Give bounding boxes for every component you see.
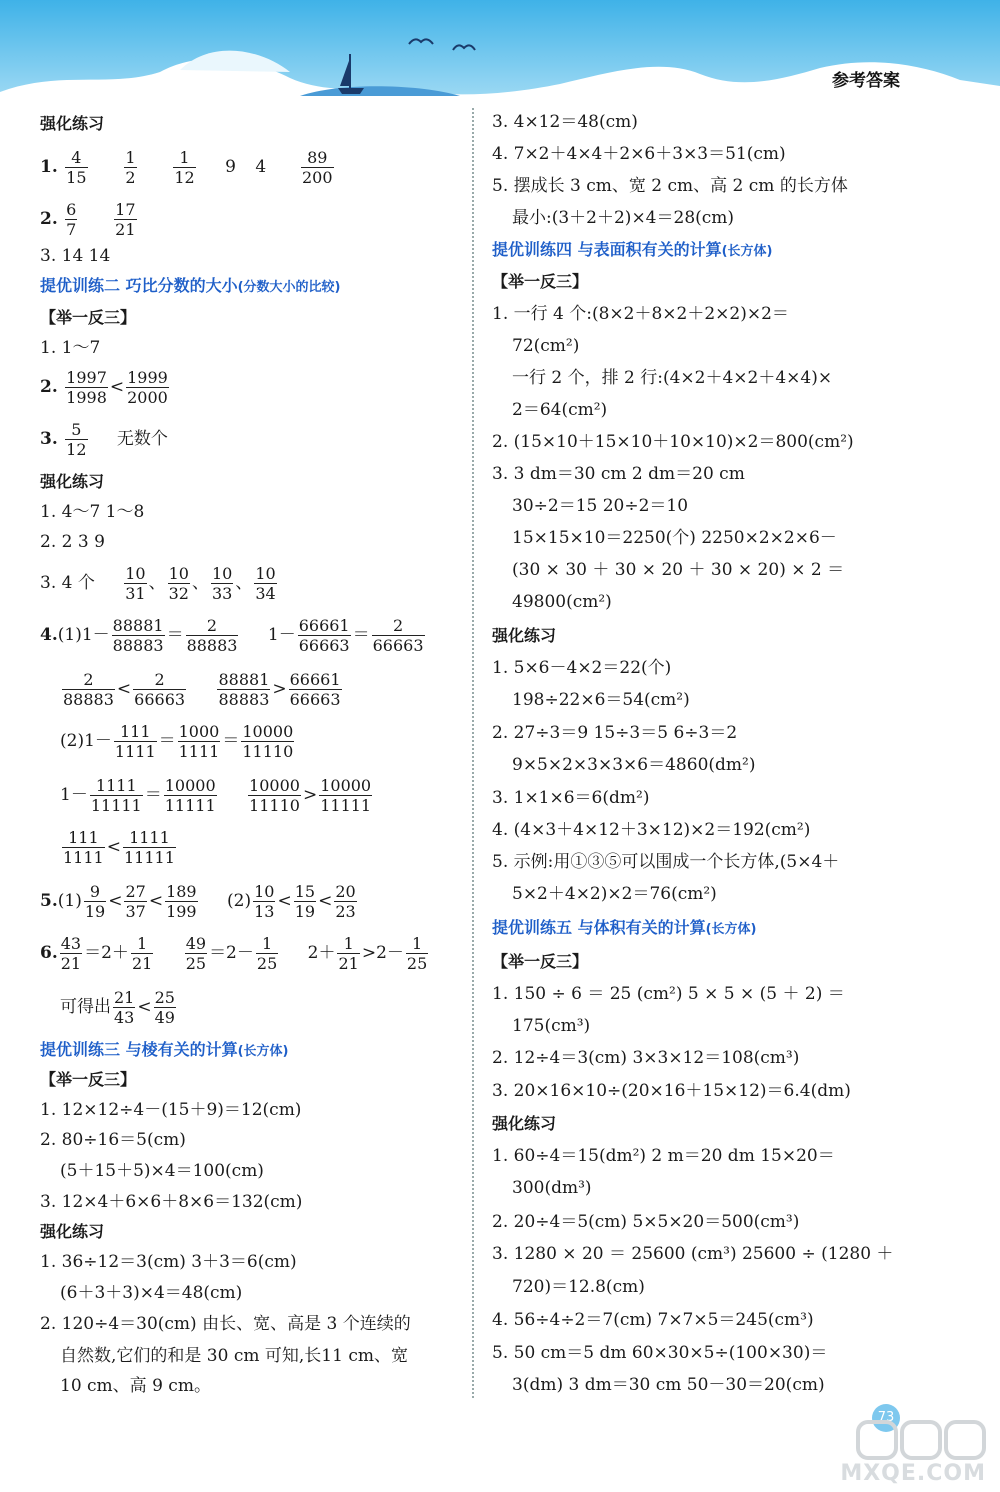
answer-line: 2. 12÷4＝3(cm) 3×3×12＝108(cm³) <box>492 1048 800 1068</box>
answer-line: 3(dm) 3 dm＝30 cm 50－30＝20(cm) <box>512 1375 825 1395</box>
fraction: $\frac{1}{12}$ <box>174 148 195 187</box>
answer-line: 2. 120÷4＝30(cm) 由长、宽、高是 3 个连续的 <box>40 1314 411 1334</box>
answer-line: 2. 27÷3＝9 15÷3＝5 6÷3＝2 <box>492 723 738 743</box>
answer-line: 自然数,它们的和是 30 cm 可知,长11 cm、宽 <box>60 1346 408 1366</box>
page-number: 73 <box>877 1410 895 1425</box>
answer-line: 2. $\frac{1997}{1998}$ < $\frac{1999}{2000}$ <box>40 368 168 407</box>
answer-line: 1－ $\frac{1111}{11111}$ ＝ $\frac{10000}{11111}$ $\frac{10000}{11110}$ > $\frac{10000}{11111}$ <box>60 776 372 815</box>
bird-icon <box>408 36 434 46</box>
answer-line: 5. 50 cm＝5 dm 60×30×5÷(100×30)＝ <box>492 1343 828 1363</box>
section-heading: 提优训练五 与体积有关的计算(长方体) <box>492 918 757 937</box>
answer-line: 1. 36÷12＝3(cm) 3＋3＝6(cm) <box>40 1252 297 1272</box>
subsection-heading: 【举一反三】 <box>492 952 589 971</box>
answer-line: 4. (4×3＋4×12＋3×12)×2＝192(cm²) <box>492 820 811 840</box>
answer-line: 5. 摆成长 3 cm、宽 2 cm、高 2 cm 的长方体 <box>492 176 848 196</box>
section-heading: 提优训练四 与表面积有关的计算(长方体) <box>492 240 773 259</box>
answer-line: 10 cm、高 9 cm。 <box>60 1376 211 1396</box>
subsection-heading: 【举一反三】 <box>40 308 137 327</box>
answer-line: 3. 4×12＝48(cm) <box>492 112 638 132</box>
bird-icon <box>452 42 476 52</box>
answer-line: $\frac{111}{1111}$ < $\frac{1111}{11111}$ <box>63 828 175 867</box>
answer-line: 72(cm²) <box>512 336 580 356</box>
answer-line: 一行 2 个，排 2 行:(4×2＋4×2＋4×4)× <box>512 368 833 388</box>
page-header-title: 参考答案 <box>832 71 900 91</box>
answer-line: 49800(cm²) <box>512 592 612 612</box>
answer-line: 2. $\frac{6}{7}$ $\frac{17}{21}$ <box>40 200 136 239</box>
answer-line: 1. 1～7 <box>40 338 101 358</box>
subsection-heading: 【举一反三】 <box>40 1070 137 1089</box>
answer-line: 2. 80÷16＝5(cm) <box>40 1130 186 1150</box>
answer-line: 最小:(3＋2＋2)×4＝28(cm) <box>512 208 735 228</box>
answer-line: 4. 56÷4÷2＝7(cm) 7×7×5＝245(cm³) <box>492 1310 814 1330</box>
answer-line: 15×15×10＝2250(个) 2250×2×2×6－ <box>512 528 837 548</box>
section-heading: 强化练习 <box>40 472 105 491</box>
subsection-heading: 【举一反三】 <box>492 272 589 291</box>
watermark-text: MXQE.COM <box>840 1461 986 1486</box>
sailboat-icon <box>336 52 366 96</box>
answer-line: 1. 4～7 1～8 <box>40 502 145 522</box>
answer-value: 9 <box>225 157 236 177</box>
answer-line: 2. 2 3 9 <box>40 532 105 552</box>
answer-line: 1. 150 ÷ 6 ＝ 25 (cm²) 5 × 5 × (5 ＋ 2) ＝ <box>492 984 845 1004</box>
section-heading: 强化练习 <box>492 1114 557 1133</box>
answer-line: 3. 3 dm＝30 cm 2 dm＝20 cm <box>492 464 745 484</box>
answer-line: (6＋3＋3)×4＝48(cm) <box>60 1283 243 1303</box>
answer-line: 3. 20×16×10÷(20×16＋15×12)＝6.4(dm) <box>492 1081 851 1101</box>
item-number: 1. <box>40 157 58 177</box>
answer-line: 2. 20÷4＝5(cm) 5×5×20＝500(cm³) <box>492 1212 800 1232</box>
answer-line: 6. $\frac{43}{21}$ ＝2＋ $\frac{1}{21}$ $\frac{49}{25}$ ＝2－ $\frac{1}{25}$ 2＋ $\frac{1}{21}$ >2－ $\frac{1}{25}$ <box>40 934 428 973</box>
answer-line: 3. 1×1×6＝6(dm²) <box>492 788 650 808</box>
answer-value: 4 <box>255 157 267 177</box>
answer-line: 2＝64(cm²) <box>512 400 608 420</box>
answer-line: 175(cm³) <box>512 1016 591 1036</box>
answer-line: 3. 12×4＋6×6＋8×6＝132(cm) <box>40 1192 303 1212</box>
answer-line: 3. 14 14 <box>40 246 111 266</box>
fraction: $\frac{4}{15}$ <box>66 148 87 187</box>
answer-line: 可得出 $\frac{21}{43}$ < $\frac{25}{49}$ <box>60 988 175 1027</box>
answer-line: 198÷22×6＝54(cm²) <box>512 690 690 710</box>
answer-line: (2)1－ $\frac{111}{1111}$ ＝ $\frac{1000}{1111}$ ＝ $\frac{10000}{11110}$ <box>60 722 294 761</box>
answer-line: 3. 4 个 $\frac{10}{31}$ 、 $\frac{10}{32}$ 、 $\frac{10}{33}$ 、 $\frac{10}{34}$ <box>40 564 276 603</box>
answer-line: (30 × 30 ＋ 30 × 20 ＋ 30 × 20) × 2 ＝ <box>512 560 845 580</box>
fraction: $\frac{89}{200}$ <box>301 148 333 187</box>
section-heading: 强化练习 <box>40 114 105 133</box>
answer-line: $\frac{2}{88883}$ < $\frac{2}{66663}$ $\frac{88881}{88883}$ > $\frac{66661}{66663}$ <box>63 670 341 709</box>
answer-line: 5. 示例:用①③⑤可以围成一个长方体,(5×4＋ <box>492 852 840 872</box>
answer-line: 5.(1) $\frac{9}{19}$ < $\frac{27}{37}$ < $\frac{189}{199}$ (2) $\frac{10}{13}$ < $\frac{15}{19}$ < $\frac{20}{23}$ <box>40 882 356 921</box>
answer-line: 5×2＋4×2)×2＝76(cm²) <box>512 884 717 904</box>
answer-line: 1. 60÷4＝15(dm²) 2 m＝20 dm 15×20＝ <box>492 1146 835 1166</box>
answer-line: 4. 7×2＋4×4＋2×6＋3×3＝51(cm) <box>492 144 786 164</box>
watermark-logo <box>856 1418 986 1462</box>
section-heading: 提优训练二 巧比分数的大小(分数大小的比较) <box>40 276 341 295</box>
section-heading: 强化练习 <box>492 626 557 645</box>
column-divider <box>472 108 474 1398</box>
answer-line: 3. $\frac{5}{12}$ 无数个 <box>40 420 168 459</box>
section-heading: 强化练习 <box>40 1222 105 1241</box>
header-banner <box>0 0 1000 110</box>
answer-line: 2. (15×10＋15×10＋10×10)×2＝800(cm²) <box>492 432 854 452</box>
answer-line: (5＋15＋5)×4＝100(cm) <box>60 1161 264 1181</box>
fraction: $\frac{6}{7}$ <box>66 200 77 239</box>
answer-line: 300(dm³) <box>512 1178 592 1198</box>
answer-line: 1. 5×6－4×2＝22(个) <box>492 658 672 678</box>
answer-line: 30÷2＝15 20÷2＝10 <box>512 496 689 516</box>
answer-line: 3. 1280 × 20 ＝ 25600 (cm³) 25600 ÷ (1280 ＋ <box>492 1244 894 1264</box>
answer-value: 无数个 <box>116 429 168 449</box>
answer-line: 1. 一行 4 个:(8×2＋8×2＋2×2)×2＝ <box>492 304 789 324</box>
answer-line: 4.(1)1－ $\frac{88881}{88883}$ ＝ $\frac{2}{88883}$ 1－ $\frac{66661}{66663}$ ＝ $\frac{2}{66663}$ <box>40 616 424 655</box>
answer-line: 9×5×2×3×3×6＝4860(dm²) <box>512 755 756 775</box>
answer-line <box>40 148 336 187</box>
section-heading: 提优训练三 与棱有关的计算(长方体) <box>40 1040 289 1059</box>
fraction: $\frac{1}{2}$ <box>125 148 136 187</box>
answer-line: 720)＝12.8(cm) <box>512 1277 645 1297</box>
fraction: $\frac{17}{21}$ <box>115 200 136 239</box>
answer-line: 1. 12×12÷4－(15＋9)＝12(cm) <box>40 1100 302 1120</box>
